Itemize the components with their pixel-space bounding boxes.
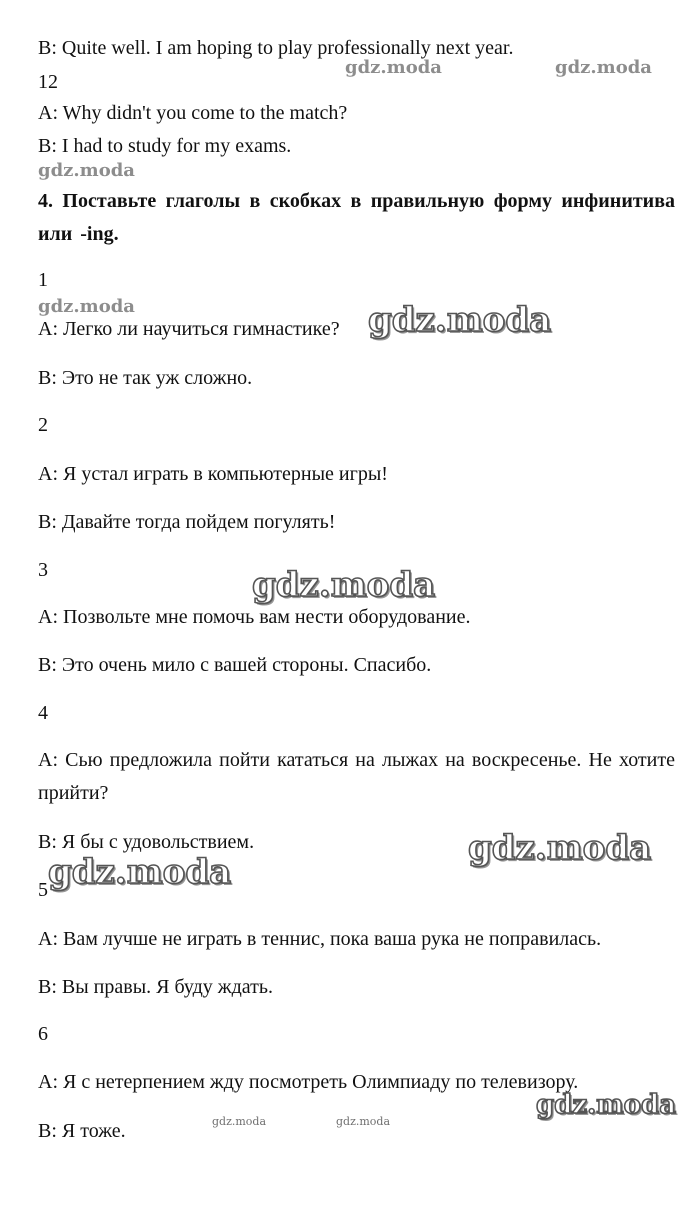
item-number: 12: [38, 71, 58, 93]
watermark: gdz.moda: [536, 1090, 677, 1120]
dialogue-line: B: I had to study for my exams.: [38, 135, 292, 157]
watermark: gdz.moda: [48, 852, 232, 892]
watermark: gdz.moda: [336, 1115, 391, 1128]
task-heading: 4. Поставьте глаголы в скобках в правильную форму инфинитива или -ing.: [38, 190, 675, 245]
item-number: 2: [38, 414, 48, 436]
dialogue-line: А: Я устал играть в компьютерные игры!: [38, 463, 388, 485]
dialogue-paragraph: А: Сью предложила пойти кататься на лыжах на воскресенье. Не хотите прийти?: [38, 749, 675, 804]
dialogue-line: А: Позвольте мне помочь вам нести оборудование.: [38, 606, 471, 628]
item-number: 1: [38, 269, 48, 291]
watermark: gdz.moda: [252, 565, 436, 605]
dialogue-line: В: Я тоже.: [38, 1120, 126, 1142]
dialogue-line: В: Вы правы. Я буду ждать.: [38, 976, 274, 998]
watermark: gdz.moda: [38, 160, 135, 181]
watermark: gdz.moda: [345, 57, 442, 78]
dialogue-line: В: Это очень мило с вашей стороны. Спасибо.: [38, 654, 432, 676]
watermark: gdz.moda: [368, 300, 552, 340]
watermark: gdz.moda: [212, 1115, 267, 1128]
dialogue-line: В: Давайте тогда пойдем погулять!: [38, 511, 336, 533]
dialogue-line: В: Я бы с удовольствием.: [38, 831, 255, 853]
dialogue-line: В: Это не так уж сложно.: [38, 367, 253, 389]
watermark: gdz.moda: [555, 57, 652, 78]
dialogue-line: A: Why didn't you come to the match?: [38, 102, 348, 124]
item-number: 5: [38, 879, 48, 901]
item-number: 3: [38, 559, 48, 581]
dialogue-line: А: Легко ли научиться гимнастике?: [38, 318, 340, 340]
watermark: gdz.moda: [468, 828, 652, 868]
watermark: gdz.moda: [38, 296, 135, 317]
item-number: 4: [38, 702, 48, 724]
dialogue-line: B: Quite well. I am hoping to play professionally next year.: [38, 37, 514, 59]
item-number: 6: [38, 1023, 48, 1045]
dialogue-line: А: Вам лучше не играть в теннис, пока ваша рука не поправилась.: [38, 928, 602, 950]
dialogue-line: А: Я с нетерпением жду посмотреть Олимпиаду по телевизору.: [38, 1071, 579, 1093]
